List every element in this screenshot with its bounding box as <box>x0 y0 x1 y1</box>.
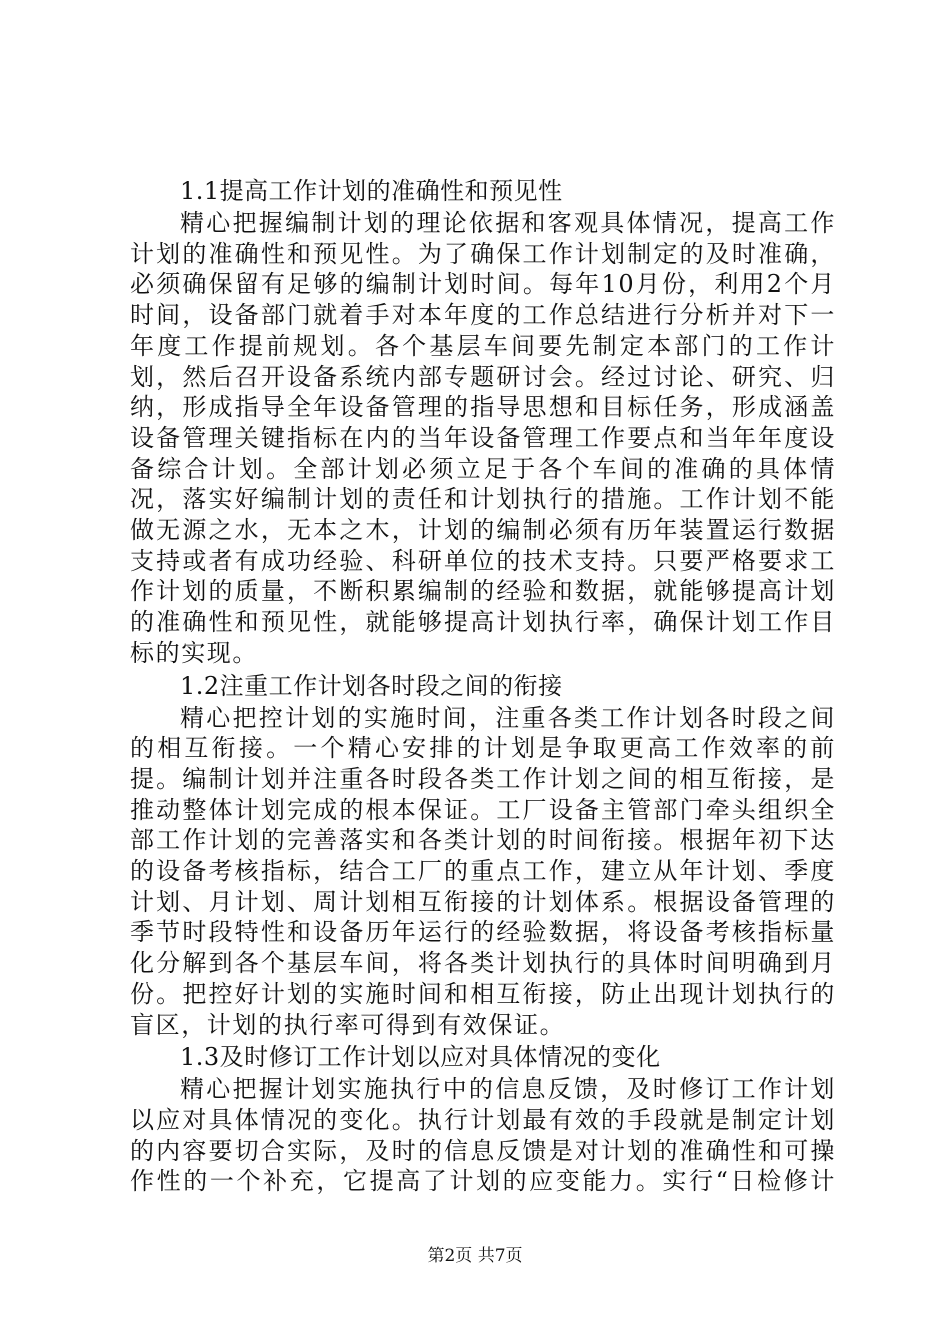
section-heading-1-3: 1.3及时修订工作计划以应对具体情况的变化 <box>180 1043 661 1072</box>
section-paragraph-1-1: 精心把握编制计划的理论依据和客观具体情况，提高工作计划的准确性和预见性。为了确保工作计划制定的及时准确，必须确保留有足够的编制计划时间。每年10月份，利用2个月时间，设备部门就着手对本年度的工作总结进行分析并对下一年度工作提前规划。各个基层车间要先制定本部门的工作计划，然后召开设备系统内部专题研讨会。经过讨论、研究、归纳，形成指导全年设备管理的指导思想和目标任务，形成涵盖设备管理关键指标在内的当年设备管理工作要点和当年年度设备综合计划。全部计划必须立足于各个车间的准确的具体情况，落实好编制计划的责任和计划执行的措施。工作计划不能做无源之水，无本之木，计划的编制必须有历年装置运行数据支持或者有成功经验、科研单位的技术支持。只要严格要求工作计划的质量，不断积累编制的经验和数据，就能够提高计划的准确性和预见性，就能够提高计划执行率，确保计划工作目标的实现。 <box>130 209 836 667</box>
section-paragraph-1-2: 精心把控计划的实施时间，注重各类工作计划各时段之间的相互衔接。一个精心安排的计划是争取更高工作效率的前提。编制计划并注重各时段各类工作计划之间的相互衔接，是推动整体计划完成的根本保证。工厂设备主管部门牵头组织全部工作计划的完善落实和各类计划的时间衔接。根据年初下达的设备考核指标，结合工厂的重点工作，建立从年计划、季度计划、月计划、周计划相互衔接的计划体系。根据设备管理的季节时段特性和设备历年运行的经验数据，将设备考核指标量化分解到各个基层车间，将各类计划执行的具体时间明确到月份。把控好计划的实施时间和相互衔接，防止出现计划执行的盲区，计划的执行率可得到有效保证。 <box>130 703 836 1039</box>
section-paragraph-1-3: 精心把握计划实施执行中的信息反馈，及时修订工作计划以应对具体情况的变化。执行计划最有效的手段就是制定计划的内容要切合实际，及时的信息反馈是对计划的准确性和可操作性的一个补充，它提高了计划的应变能力。实行“日检修计 <box>130 1075 836 1196</box>
section-heading-1-2: 1.2注重工作计划各时段之间的衔接 <box>180 671 563 700</box>
page-number-footer: 第2页 共7页 <box>427 1246 523 1266</box>
document-body <box>130 174 836 1197</box>
section-heading-1-1: 1.1提高工作计划的准确性和预见性 <box>180 177 563 205</box>
